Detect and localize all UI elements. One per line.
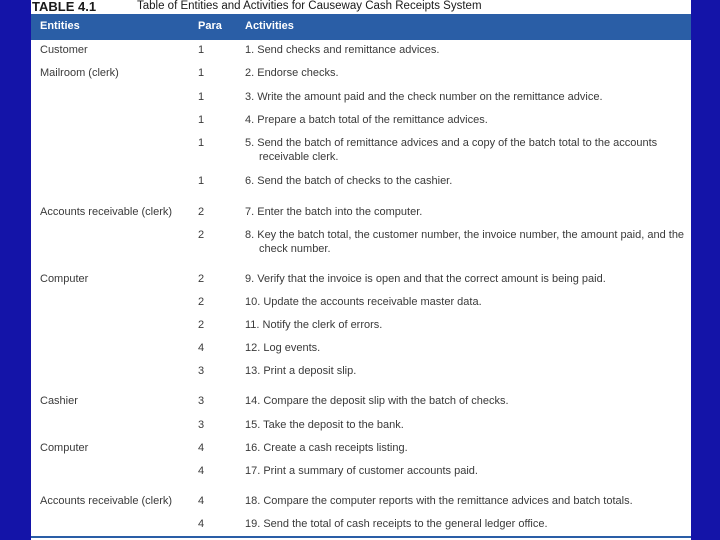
entity-cell: Computer	[40, 273, 89, 285]
para-cell: 4	[198, 518, 205, 530]
para-cell: 2	[198, 206, 205, 218]
entity-cell: Accounts receivable (clerk)	[40, 206, 173, 218]
para-cell: 2	[198, 273, 205, 285]
para-cell: 2	[198, 296, 205, 308]
entity-cell: Computer	[40, 442, 89, 454]
activity-cell: 18. Compare the computer reports with the remittance advices and batch totals.	[245, 495, 633, 507]
para-cell: 1	[198, 91, 205, 103]
para-cell: 1	[198, 137, 205, 149]
para-cell: 4	[198, 495, 205, 507]
para-cell: 4	[198, 342, 205, 354]
activity-cell: 2. Endorse checks.	[245, 67, 339, 79]
para-cell: 1	[198, 175, 205, 187]
table-title: Table of Entities and Activities for Causeway Cash Receipts System	[137, 0, 482, 12]
entity-cell: Accounts receivable (clerk)	[40, 495, 173, 507]
activity-cell: 4. Prepare a batch total of the remittance advices.	[245, 114, 488, 126]
table-caption	[31, 0, 691, 14]
entity-cell: Mailroom (clerk)	[40, 67, 119, 79]
activity-cell: 7. Enter the batch into the computer.	[245, 206, 423, 218]
para-cell: 3	[198, 419, 205, 431]
activity-cell: 14. Compare the deposit slip with the batch of checks.	[245, 395, 509, 407]
activity-cell: 6. Send the batch of checks to the cashier.	[245, 175, 453, 187]
table-sheet	[31, 0, 691, 540]
activity-cell: 10. Update the accounts receivable master data.	[245, 296, 482, 308]
activity-cell: 5. Send the batch of remittance advices and a copy of the batch total to the accounts receivable clerk.	[245, 137, 658, 163]
activity-cell: 13. Print a deposit slip.	[245, 365, 357, 377]
para-cell: 3	[198, 395, 205, 407]
activity-cell: 12. Log events.	[245, 342, 321, 354]
para-cell: 2	[198, 229, 205, 241]
header-entities: Entities	[40, 20, 80, 32]
entity-cell: Cashier	[40, 395, 78, 407]
header-para: Para	[198, 20, 222, 32]
activity-cell: 19. Send the total of cash receipts to the general ledger office.	[245, 518, 548, 530]
header-activities: Activities	[245, 20, 294, 32]
activity-cell: 11. Notify the clerk of errors.	[245, 319, 383, 331]
entity-cell: Customer	[40, 44, 88, 56]
para-cell: 1	[198, 67, 205, 79]
para-cell: 1	[198, 44, 205, 56]
activity-cell: 9. Verify that the invoice is open and that the correct amount is being paid.	[245, 273, 606, 285]
para-cell: 4	[198, 442, 205, 454]
para-cell: 2	[198, 319, 205, 331]
activity-cell: 8. Key the batch total, the customer number, the invoice number, the amount paid, and the check number.	[245, 229, 685, 255]
bottom-rule	[31, 536, 691, 538]
activity-cell: 17. Print a summary of customer accounts paid.	[245, 465, 478, 477]
table-header	[31, 14, 691, 40]
activity-cell: 3. Write the amount paid and the check number on the remittance advice.	[245, 91, 603, 103]
activity-cell: 16. Create a cash receipts listing.	[245, 442, 408, 454]
table-number: TABLE 4.1	[32, 0, 97, 14]
activity-cell: 15. Take the deposit to the bank.	[245, 419, 404, 431]
activity-cell: 1. Send checks and remittance advices.	[245, 44, 440, 56]
para-cell: 4	[198, 465, 205, 477]
para-cell: 1	[198, 114, 205, 126]
para-cell: 3	[198, 365, 205, 377]
